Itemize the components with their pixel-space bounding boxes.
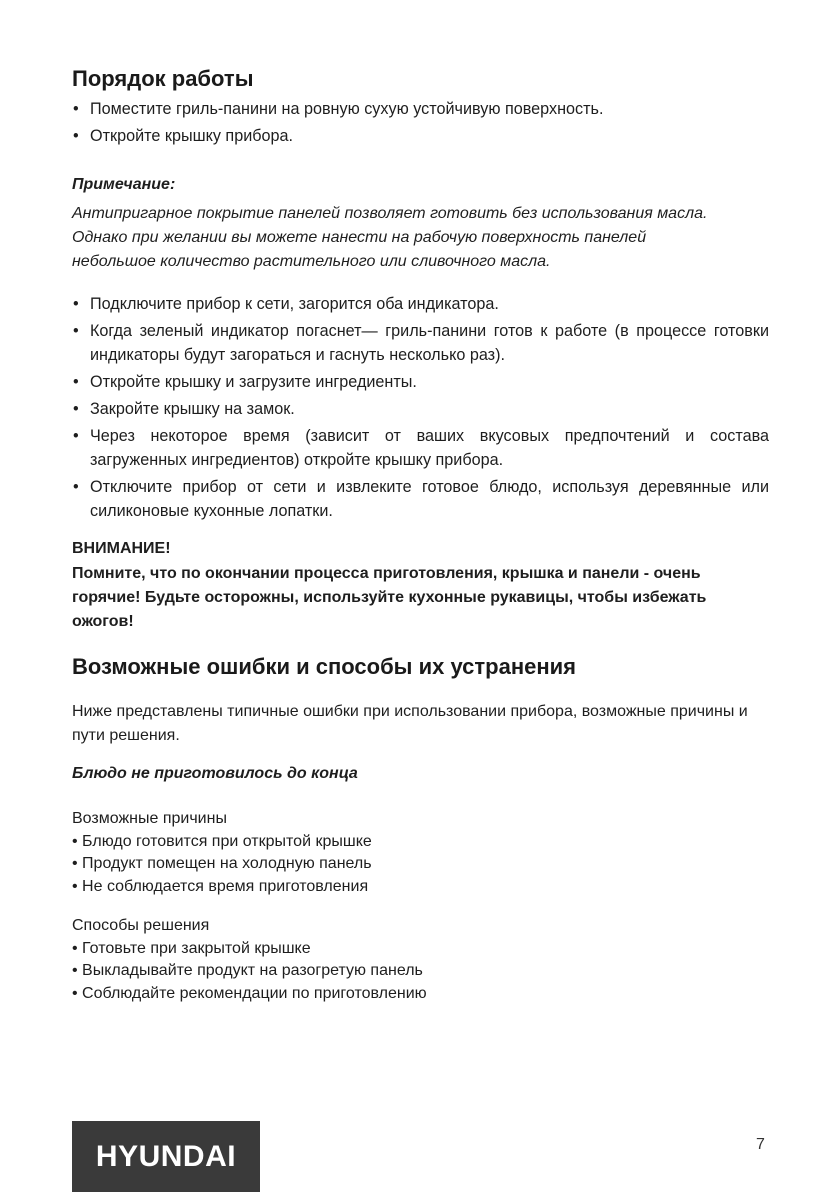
- list-item: • Не соблюдается время приготовления: [72, 877, 369, 895]
- note-text: [72, 202, 772, 274]
- note-line: Однако при желании вы можете нанести на рабочую поверхность панелей: [72, 229, 647, 246]
- causes-label: Возможные причины: [72, 810, 227, 827]
- list-item: • Готовьте при закрытой крышке: [72, 939, 311, 957]
- solutions-label: Способы решения: [72, 917, 210, 934]
- list-item: • Откройте крышку и загрузите ингредиенты.: [72, 370, 769, 394]
- list-item: • Продукт помещен на холодную панель: [72, 855, 372, 872]
- note-line: Антипригарное покрытие панелей позволяет готовить без использования масла.: [72, 205, 708, 222]
- note-line: небольшое количество растительного или сливочного масла.: [72, 253, 551, 270]
- hyundai-logo: HYUNDAI: [72, 1121, 260, 1192]
- causes-list: [72, 808, 772, 898]
- warning-title: ВНИМАНИЕ!: [72, 540, 171, 557]
- note-title: Примечание:: [72, 176, 176, 193]
- operation-bullets-1: [72, 97, 772, 151]
- operation-bullets-2: [72, 292, 769, 526]
- list-item: • Блюдо готовится при открытой крышке: [72, 832, 372, 850]
- section-title-troubleshooting: Возможные ошибки и способы их устранения: [72, 654, 577, 679]
- problem-title: Блюдо не приготовилось до конца: [72, 765, 358, 782]
- list-item: • Выкладывайте продукт на разогретую панель: [72, 962, 423, 979]
- list-item: • Подключите прибор к сети, загорится оба индикатора.: [72, 292, 769, 316]
- section-title-operation: Порядок работы: [72, 66, 254, 91]
- list-item: • Соблюдайте рекомендации по приготовлению: [72, 984, 427, 1002]
- list-item: • Через некоторое время (зависит от ваших вкусовых предпочтений и состава загруженных ингредиентов) откройте крышку прибора.: [72, 424, 769, 472]
- list-item: • Когда зеленый индикатор погаснет— гриль-панини готов к работе (в процессе готовки индикаторы будут загораться и гаснуть несколько раз).: [72, 319, 769, 367]
- list-item: • Отключите прибор от сети и извлеките готовое блюдо, используя деревянные или силиконовые кухонные лопатки.: [72, 475, 769, 523]
- warning-text: Помните, что по окончании процесса приготовления, крышка и панели - очень горячие! Будьте осторожны, используйте кухонные рукавицы, чтобы избежать ожогов!: [72, 565, 707, 630]
- solutions-list: [72, 915, 772, 1005]
- list-item: • Поместите гриль-панини на ровную сухую устойчивую поверхность.: [72, 97, 772, 121]
- troubleshooting-intro: Ниже представлены типичные ошибки при использовании прибора, возможные причины и пути решения.: [72, 703, 748, 744]
- list-item: • Закройте крышку на замок.: [72, 397, 769, 421]
- list-item: • Откройте крышку прибора.: [72, 124, 772, 148]
- page-number: 7: [756, 1136, 765, 1153]
